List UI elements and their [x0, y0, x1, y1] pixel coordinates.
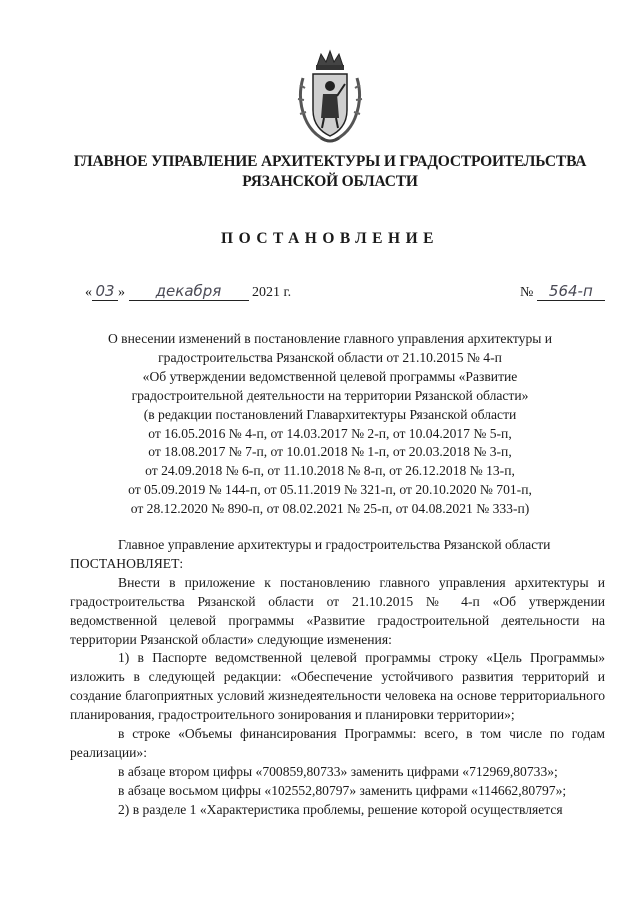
- decree-word: ПОСТАНОВЛЯЕТ:: [70, 555, 184, 571]
- date-year: 2021 г.: [252, 285, 292, 300]
- number-label: №: [520, 285, 534, 300]
- document-subject: [70, 330, 590, 519]
- organization-title: [40, 152, 620, 192]
- subject-line: от 05.09.2019 № 144-п, от 05.11.2019 № 321-п, от 20.10.2020 № 701-п,: [128, 482, 532, 498]
- item-1-second-abzac: в абзаце втором цифры «700859,80733» заменить цифрами «712969,80733»;: [118, 763, 558, 779]
- date-close-quote: »: [118, 285, 125, 300]
- subject-line: градостроительства Рязанской области от 21.10.2015 № 4-п: [158, 349, 502, 365]
- subject-line: от 16.05.2016 № 4-п, от 14.03.2017 № 2-п, от 10.04.2017 № 5-п,: [148, 425, 512, 441]
- subject-line: от 28.12.2020 № 890-п, от 08.02.2021 № 25-п, от 04.08.2021 № 333-п): [130, 501, 530, 517]
- document-body: [70, 536, 605, 820]
- subject-line: градостроительной деятельности на территории Рязанской области»: [131, 387, 529, 403]
- document-type-heading: ПОСТАНОВЛЕНИЕ: [221, 230, 439, 247]
- subject-line: от 24.09.2018 № 6-п, от 11.10.2018 № 8-п, от 26.12.2018 № 13-п,: [145, 463, 515, 479]
- item-1-paragraph: 1) в Паспорте ведомственной целевой программы строку «Цель Программы» изложить в следующей редакции: «Обеспечение устойчивого развития территорий и создание благоприятных условий жизнедеятельности человека на основе территориального планирования, градостроительного зонирования и планировки территории»;: [70, 650, 605, 723]
- org-line-1: ГЛАВНОЕ УПРАВЛЕНИЕ АРХИТЕКТУРЫ И ГРАДОСТРОИТЕЛЬСТВА: [73, 153, 587, 170]
- intro-paragraph: Внести в приложение к постановлению главного управления архитектуры и градостроительства Рязанской области от 21.10.2015 № 4-п «Об утверждении ведомственной целевой программы «Развитие градостроительной деятельности на территории Рязанской области» следующие изменения:: [70, 574, 605, 647]
- date-day: 03: [92, 282, 118, 301]
- subject-line: О внесении изменений в постановление главного управления архитектуры и: [107, 331, 553, 346]
- item-2-paragraph: 2) в разделе 1 «Характеристика проблемы, решение которой осуществляется: [118, 801, 563, 817]
- subject-line: (в редакции постановлений Главархитектуры Рязанской области: [143, 406, 517, 422]
- date-open-quote: «: [85, 285, 92, 300]
- item-1-eighth-abzac: в абзаце восьмом цифры «102552,80797» заменить цифрами «114662,80797»;: [118, 782, 567, 798]
- date-month: декабря: [129, 282, 249, 301]
- coat-of-arms-icon: [295, 48, 365, 148]
- item-1-financing-paragraph: в строке «Объемы финансирования Программы: всего, в том числе по годам реализации»:: [70, 726, 605, 760]
- number-value: 564-п: [537, 282, 605, 301]
- preamble-paragraph: Главное управление архитектуры и градостроительства Рязанской области: [118, 537, 551, 552]
- subject-line: от 18.08.2017 № 7-п, от 10.01.2018 № 1-п, от 20.03.2018 № 3-п,: [148, 444, 512, 460]
- org-line-2: РЯЗАНСКОЙ ОБЛАСТИ: [242, 173, 418, 190]
- document-number: [520, 282, 605, 301]
- document-date: [85, 282, 291, 301]
- subject-line: «Об утверждении ведомственной целевой программы «Развитие: [142, 368, 518, 384]
